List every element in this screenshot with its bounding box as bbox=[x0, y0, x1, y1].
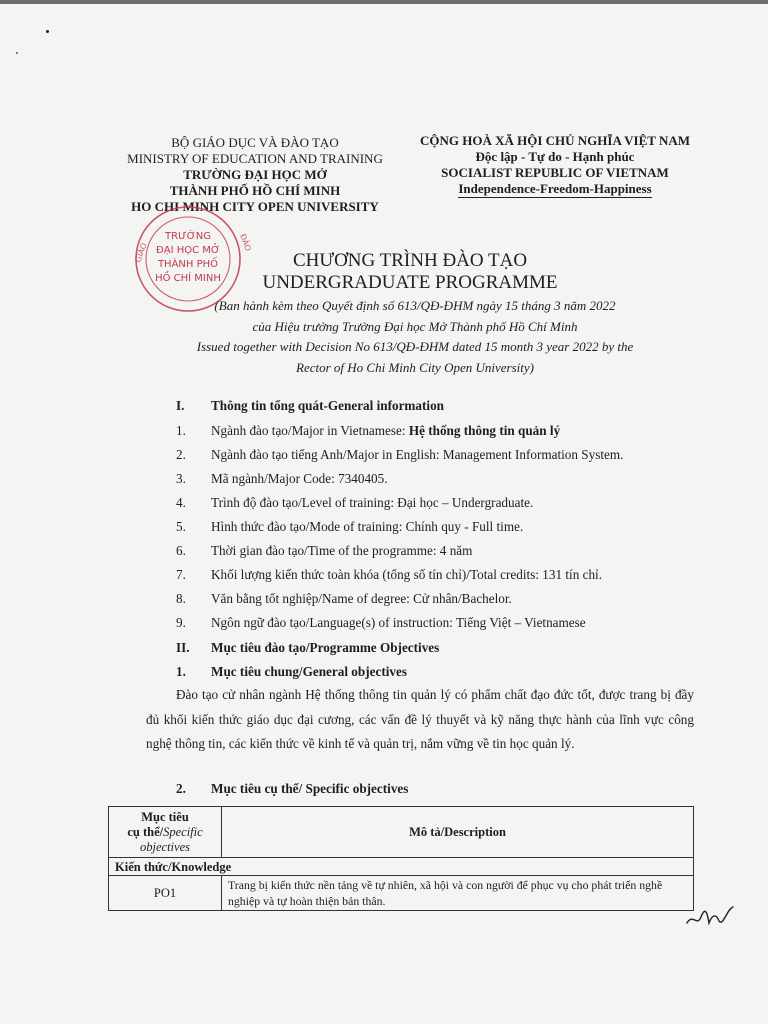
item-number: 4. bbox=[176, 495, 186, 510]
item-text: Ngành đào tạo tiếng Anh/Major in English: Management Information System. bbox=[211, 447, 624, 462]
item-number: 3. bbox=[176, 471, 186, 486]
subsection-heading: Mục tiêu cụ thể/ Specific objectives bbox=[211, 781, 409, 796]
motto-en: Independence-Freedom-Happiness bbox=[458, 181, 652, 196]
issuance-note bbox=[150, 296, 680, 378]
item-number: 9. bbox=[176, 615, 186, 630]
ministry-en: MINISTRY OF EDUCATION AND TRAINING bbox=[127, 151, 383, 166]
header-text bbox=[115, 825, 215, 840]
item-text: Mã ngành/Major Code: 7340405. bbox=[211, 471, 388, 486]
header-cell-description: Mô tả/Description bbox=[222, 807, 694, 858]
issued-line4: Rector of Ho Chi Minh City Open University) bbox=[296, 359, 534, 375]
section-number: II. bbox=[176, 640, 190, 655]
subsection-number: 2. bbox=[176, 781, 186, 796]
title-en: UNDERGRADUATE PROGRAMME bbox=[262, 272, 558, 293]
scan-speck bbox=[16, 52, 18, 54]
item-text: Văn bằng tốt nghiệp/Name of degree: Cử nhân/Bachelor. bbox=[211, 591, 512, 606]
table-group-row bbox=[109, 858, 694, 876]
subsection-heading: Mục tiêu chung/General objectives bbox=[211, 664, 407, 679]
stamp-line4: HỒ CHÍ MINH bbox=[155, 273, 221, 284]
table-header-row bbox=[109, 807, 694, 858]
header-text-bold: cụ thể/ bbox=[127, 824, 164, 839]
item-text bbox=[211, 423, 560, 439]
item-text: Trình độ đào tạo/Level of training: Đại học – Undergraduate. bbox=[211, 495, 534, 510]
objective-description: Trang bị kiến thức nền tảng về tự nhiên, xã hội và con người để phục vụ cho phát triển nghề nghiệp và tự hoàn thiện bản thân. bbox=[222, 876, 694, 911]
header-text-italic: Specific bbox=[163, 824, 203, 839]
item-text: Hình thức đào tạo/Mode of training: Chính quy - Full time. bbox=[211, 519, 524, 534]
header-text-italic: objectives bbox=[140, 839, 190, 854]
handwritten-initials bbox=[685, 905, 735, 931]
item-number: 7. bbox=[176, 567, 186, 582]
general-objectives-paragraph: Đào tạo cử nhân ngành Hệ thống thông tin quản lý có phẩm chất đạo đức tốt, được trang bị đầy đủ khối kiến thức giáo dục đại cương, các vấn đề lý thuyết và kỹ năng thực hành của lĩnh vực công nghệ thông tin, các kiến thức về kinh tế và quản trị, nắm vững về tin học quản lý. bbox=[146, 687, 694, 751]
motto-en-wrap bbox=[400, 181, 710, 197]
header-republic bbox=[400, 133, 710, 197]
item-number: 8. bbox=[176, 591, 186, 606]
scan-top-edge bbox=[0, 0, 768, 4]
header-institution bbox=[110, 135, 400, 215]
section-heading: Thông tin tổng quát-General information bbox=[211, 398, 444, 413]
issued-line1: (Ban hành kèm theo Quyết định số 613/QĐ-ĐHM ngày 15 tháng 3 năm 2022 bbox=[214, 298, 616, 313]
university-vn-line1: TRƯỜNG ĐẠI HỌC MỞ bbox=[183, 167, 327, 182]
item-number: 2. bbox=[176, 447, 186, 462]
stamp-line3: THÀNH PHỐ bbox=[157, 259, 219, 270]
svg-text:ĐÀO: ĐÀO bbox=[238, 232, 253, 253]
svg-text:GIÁO: GIÁO bbox=[133, 241, 149, 264]
title-vn: CHƯƠNG TRÌNH ĐÀO TẠO bbox=[292, 250, 528, 271]
item-number: 6. bbox=[176, 543, 186, 558]
issued-line2: của Hiệu trưởng Trường Đại học Mở Thành phố Hồ Chí Minh bbox=[252, 318, 578, 334]
item-label: Ngành đào tạo/Major in Vietnamese: bbox=[211, 423, 409, 438]
header-text: Mục tiêu bbox=[141, 809, 189, 824]
specific-objectives-table bbox=[108, 806, 694, 911]
item-value: Hệ thống thông tin quản lý bbox=[408, 423, 561, 438]
republic-vn: CỘNG HOÀ XÃ HỘI CHỦ NGHĨA VIỆT NAM bbox=[419, 133, 691, 148]
header-cell-objective bbox=[109, 807, 222, 858]
stamp-line2: ĐẠI HỌC MỞ bbox=[155, 245, 221, 256]
stamp-line1: TRƯỜNG bbox=[165, 231, 211, 242]
item-text: Khối lượng kiến thức toàn khóa (tổng số tín chỉ)/Total credits: 131 tín chỉ. bbox=[211, 567, 602, 582]
scan-speck bbox=[46, 30, 49, 33]
group-label-knowledge: Kiến thức/Knowledge bbox=[109, 858, 694, 876]
objective-code: PO1 bbox=[109, 876, 222, 911]
section-heading: Mục tiêu đào tạo/Programme Objectives bbox=[211, 640, 440, 655]
item-text: Ngôn ngữ đào tạo/Language(s) of instruction: Tiếng Việt – Vietnamese bbox=[211, 615, 586, 630]
university-vn-line2: THÀNH PHỐ HỒ CHÍ MINH bbox=[169, 183, 341, 198]
section-number: I. bbox=[176, 398, 185, 413]
university-en: HO CHI MINH CITY OPEN UNIVERSITY bbox=[131, 199, 379, 214]
table-row bbox=[109, 876, 694, 911]
subsection-number: 1. bbox=[176, 664, 186, 679]
document-title bbox=[180, 250, 640, 294]
republic-en: SOCIALIST REPUBLIC OF VIETNAM bbox=[441, 165, 669, 180]
item-text: Thời gian đào tạo/Time of the programme: 4 năm bbox=[211, 543, 473, 558]
issued-line3: Issued together with Decision No 613/QĐ-ĐHM dated 15 month 3 year 2022 by the bbox=[196, 339, 634, 354]
item-number: 1. bbox=[176, 423, 186, 438]
motto-vn: Độc lập - Tự do - Hạnh phúc bbox=[475, 149, 635, 164]
item-number: 5. bbox=[176, 519, 186, 534]
ministry-vn: BỘ GIÁO DỤC VÀ ĐÀO TẠO bbox=[171, 135, 339, 150]
